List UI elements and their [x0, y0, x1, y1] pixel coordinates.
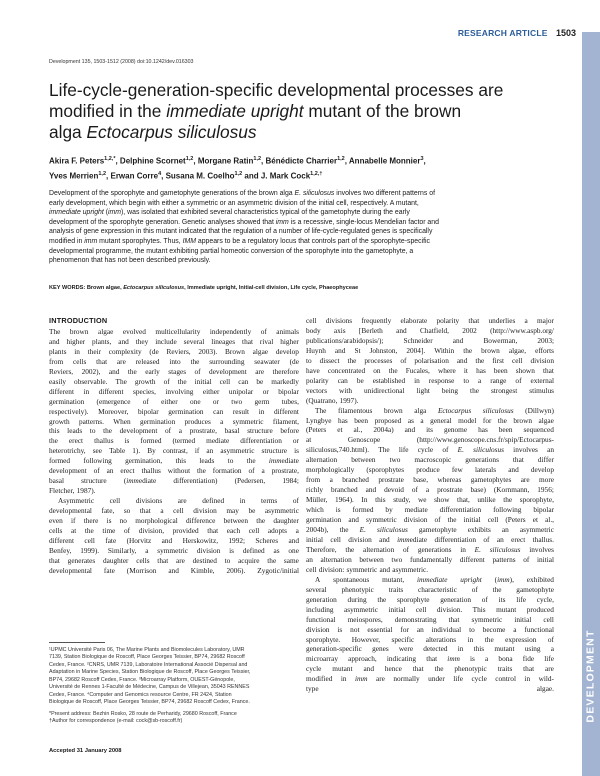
text-line: vectors with unidirectional light being the strongest stimulus	[306, 385, 554, 395]
footnote-line: Cedex, France. ²CNRS, UMR 7139, Laboratoire International Associé Dispersal and	[49, 661, 248, 668]
text-line: respectively). Moreover, bipolar germination can result in different	[49, 406, 299, 416]
body-column-left	[49, 316, 299, 576]
text-line: generation-specific genes were detected in this mutant using a	[306, 644, 554, 654]
section-heading: INTRODUCTION	[49, 316, 108, 325]
text-line: morphologically (sporophytes produce few laterals and develop	[306, 465, 554, 475]
text-line: The filamentous brown alga Ectocarpus siliculosus (Dillwyn)	[315, 405, 554, 415]
text-line: at Genoscope (http://www.genoscope.cns.fr/spip/Ectocarpus-	[306, 435, 554, 445]
keywords	[49, 285, 571, 291]
text-line: easily observable. The growth of the initial cell can be markedly	[49, 376, 299, 386]
text-line: sporophyte. However, specific alterations in the expression of	[306, 634, 554, 644]
text-line: growth patterns. When germination produces a symmetric filament,	[49, 416, 299, 426]
text-line: Lyngbye has been proposed as a general model for the brown algae	[306, 415, 554, 425]
text-line: formed following germination, this leads to the immediate	[49, 456, 299, 466]
author-name: J. Mark Cock	[260, 171, 311, 181]
author-affiliation-marker: 1,2	[234, 170, 243, 177]
author-name: Erwan Corre	[110, 171, 159, 181]
text-line: The brown algae evolved multicellularity independently of animals	[49, 326, 299, 336]
text-line: several phenotypic traits characteristic of the gametophyte	[306, 584, 554, 594]
footnote-line: Cedex, France. ⁴Computer and Genomics resource Centre, FR 2424, Station	[49, 691, 232, 698]
affiliations	[49, 647, 301, 726]
text-line: germination (emergence of either one or two germ tubes,	[49, 396, 299, 406]
abstract-line: analysis of gene expression in this mutant indicated that the regulation of a number of life-cycle-regulated genes is specifically	[49, 228, 433, 236]
title-line-3: alga Ectocarpus siliculosus	[49, 122, 257, 142]
text-line: Benfey, 1999). Similarly, a symmetric division is defined as one	[49, 545, 299, 555]
text-line: the erect thallus is formed (termed mediate differentiation or	[49, 436, 299, 446]
text-line: cycle mutant and hence that the phenotypic traits that are	[306, 664, 554, 674]
author-affiliation-marker: 3	[420, 156, 424, 162]
abstract	[49, 189, 571, 266]
text-line: publications/arabidopsis/); Schneider and Bowerman, 2003;	[306, 335, 554, 345]
footnote-line: Adaptation in Marine Species, Station Biologique de Roscoff, Place Georges Teissier,	[49, 669, 251, 676]
abstract-line: Development of the sporophyte and gametophyte generations of the brown alga E. siliculosus involves two different patterns of	[49, 190, 435, 197]
title-line-2: modified in the immediate upright mutant of the brown	[49, 101, 462, 121]
text-line: basal structure (immediate differentiation) (Pedersen, 1984;	[49, 476, 299, 486]
text-line: Huynh and St Johnston, 2004]. Within the brown algae, efforts	[306, 345, 554, 355]
text-line: even if there is no morphological difference between the daughter	[49, 516, 299, 526]
text-line: including asymmetric initial cell division. This mutant produced	[306, 604, 554, 614]
text-line: cell divisions frequently elaborate polarity that underlies a major	[306, 316, 554, 325]
author-affiliation-marker: 1,2	[337, 156, 345, 162]
author-line: Akira F. Peters$^{1,2,*}$, Delphine Scornet$^{1,2}$, Morgane Ratin$^{1,2}$, Bénédicte Charrier$^{1,2}$, Annabelle Monnier$^3$,	[49, 156, 426, 166]
text-line: which is formed by mediate differentiation following bipolar	[306, 505, 554, 515]
abstract-line: development of the sporophyte generation. Genetic analyses showed that imm is a recessive, single-locus Mendelian factor and	[49, 218, 439, 226]
text-line: cells at the time of division, provided that each cell adopts a	[49, 526, 299, 536]
author-affiliation-marker: 1,2,†	[310, 170, 323, 177]
text-line: developmental fate (Morrison and Kimble, 2006). Zygotic/initial	[49, 565, 299, 575]
affiliation-list	[49, 647, 301, 707]
text-line: functional meiospores, demonstrating that symmetric initial cell	[306, 614, 554, 624]
text-line: generation during the sporophyte generation of its life cycle,	[306, 594, 554, 604]
footnote-line: Université de Rennes 1-Faculté de Médecine, Campus de Villejean, 35043 RENNES	[49, 684, 250, 691]
footnote-line: ¹UPMC Université Paris 06, The Marine Plants and Biomolecules Laboratory, UMR	[49, 647, 245, 653]
text-line: body axis [Berleth and Chatfield, 2002 (http://www.aspb.org/	[306, 325, 554, 335]
text-line: heterotrichy, see Table 1). By contrast, if an asymmetric structure is	[49, 446, 299, 456]
text-line: 2004b), the E. siliculosus gametophyte exhibits an asymmetric	[306, 525, 554, 535]
keywords-label: KEY WORDS:	[49, 285, 86, 291]
journal-side-tab	[582, 0, 600, 776]
text-line: Therefore, the alternation of generations in E. siliculosus involves	[306, 544, 554, 554]
text-line: Fletcher, 1987).	[49, 486, 96, 496]
title-mutant-name: immediate upright	[166, 101, 304, 121]
text-line: initial cell division and immediate differentiation of an erect thallus.	[306, 534, 554, 544]
title-species-name: Ectocarpus siliculosus	[86, 122, 257, 142]
title-line-1: Life-cycle-generation-specific developmental processes are	[49, 80, 504, 100]
accepted-date: Accepted 31 January 2008	[49, 748, 122, 754]
author-affiliation-marker: 1,2	[185, 156, 194, 162]
author-affiliation-marker: 4	[158, 170, 162, 177]
text-line: from cells that are released into the surrounding seawater (de	[49, 356, 299, 366]
footnote-line: 7139, Station Biologique de Roscoff, Place Georges Teissier, BP74, 29682 Roscoff	[49, 654, 245, 661]
abstract-line: phenomenon that has not been described previously.	[49, 257, 211, 265]
page-number: 1503	[555, 28, 576, 38]
text-line: polarity can be established in response to a range of external	[306, 375, 554, 385]
author-name: Morgane Ratin	[197, 156, 254, 166]
author-name: Annabelle Monnier	[348, 156, 421, 166]
body-text	[49, 327, 299, 576]
abstract-line: modified in imm mutant sporophytes. Thus, IMM appears to be a regulatory locus that controls part of the sporophyte-specific	[49, 237, 430, 245]
text-line: germination and symmetric division of the initial cell (Peters et al.,	[306, 515, 554, 525]
text-line: siliculosus,740.html). The life cycle of E. siliculosus involves an	[306, 445, 554, 455]
footnote-line: *Present address: Bezhin Rosko, 28 route de Perharidy, 29680 Roscoff, France	[49, 710, 237, 717]
text-line: modified in imm are normally under life cycle control in wild-	[306, 674, 554, 684]
author-name: Yves Merrien	[49, 171, 99, 181]
author-name: Delphine Scornet	[119, 156, 186, 166]
text-line: developmental fate, so that a cell division may be asymmetric	[49, 506, 299, 516]
article-title	[49, 80, 559, 143]
abstract-line: developmental programme, the mutant exhibiting partial homeotic conversion of the sporophyte into the gametophyte, a	[49, 247, 414, 255]
text-line: different cell fate (Horvitz and Herskowitz, 1992; Scheres and	[49, 535, 299, 545]
author-list	[49, 153, 569, 182]
citation-line: Development 135, 1503-1512 (2008) doi:10.1242/dev.016303	[49, 59, 194, 65]
text-line: cell division: symmetric and asymmetric.	[306, 564, 429, 574]
author-affiliation-marker: 1,2	[98, 170, 107, 177]
text-line: alternation between two macroscopic generations that differ	[306, 455, 554, 465]
text-line: richly branched and devoid of a prostrate base) (Kornmann, 1956;	[306, 485, 554, 495]
footnote-line: Biologique de Roscoff, Place Georges Teissier, BP74, 29682 Roscoff Cedex, France.	[49, 699, 250, 706]
abstract-line: immediate upright (imm), was isolated that exhibited several characteristics typical of the gametophyte during the early	[49, 209, 410, 217]
author-line: Yves Merrien$^{1,2}$, Erwan Corre$^4$, Susana M. Coelho$^{1,2}$ and J. Mark Cock$^{1,2,\dagger}$	[49, 170, 323, 181]
footnote-divider	[49, 642, 105, 643]
text-line: development of an erect thallus without the formation of a prostrate,	[49, 466, 299, 476]
text-line: an alternation between two fundamentally different patterns of initial	[306, 554, 554, 564]
author-notes	[49, 711, 301, 726]
body-text	[306, 316, 554, 694]
keywords-text: Brown algae, Ectocarpus siliculosus, Immediate upright, Initial-cell division, Life cycle, Phaeophyceae	[86, 285, 359, 291]
author-name: Bénédicte Charrier	[265, 156, 338, 166]
side-tab-label: DEVELOPMENT	[585, 629, 597, 723]
text-line: (Quatrano, 1997).	[306, 395, 359, 405]
text-line: Asymmetric cell divisions are defined in terms of	[58, 496, 299, 506]
text-line: different in different species, involving either unipolar or bipolar	[49, 386, 299, 396]
footnote-line: BP74, 29682 Roscoff Cedex, France. ³Microarray Platform, OUEST-Génopole,	[49, 676, 235, 683]
text-line: to dissect the processes of polarisation and the first cell division	[306, 355, 554, 365]
text-line: from a branched prostrate base, whereas gametophytes are more	[306, 475, 554, 485]
author-name: Susana M. Coelho	[165, 171, 235, 181]
text-line: division is not essential for an individual to become a functional	[306, 624, 554, 634]
author-name: Akira F. Peters	[49, 156, 105, 166]
author-affiliation-marker: 1,2,*	[104, 156, 116, 162]
body-column-right	[306, 316, 554, 694]
text-line: have concentrated on the Fucales, where it has been shown that	[306, 365, 554, 375]
text-line: A spontaneous mutant, immediate upright (imm), exhibited	[315, 574, 554, 584]
text-line: plants in their complexity (de Reviers, 2003). Brown algae develop	[49, 346, 299, 356]
text-line: that generates daughter cells that are destined to acquire the same	[49, 555, 299, 565]
text-line: Müller, 1964). In this study, we show that, unlike the sporophyte,	[306, 495, 554, 505]
text-line: and higher plants, and they include several lineages that rival higher	[49, 336, 299, 346]
author-affiliation-marker: 1,2	[253, 156, 262, 162]
section-label: RESEARCH ARTICLE	[457, 28, 548, 38]
text-line: (Peters et al., 2004a) and its genome has been sequenced	[306, 425, 554, 435]
abstract-line: early development, which begin with either a symmetric or an asymmetric division of the initial cell, respectively. A mutant,	[49, 199, 419, 207]
footnote-line: †Author for correspondence (e-mail: cock@sb-roscoff.fr)	[49, 718, 183, 725]
text-line: this leads to the development of a prostrate, basal structure before	[49, 426, 299, 436]
page-header	[458, 28, 576, 38]
text-line: type algae.	[306, 684, 554, 694]
text-line: microarray approach, indicating that imm is a bona fide life	[306, 654, 554, 664]
text-line: Reviers, 2002), and the early stages of development are therefore	[49, 366, 299, 376]
